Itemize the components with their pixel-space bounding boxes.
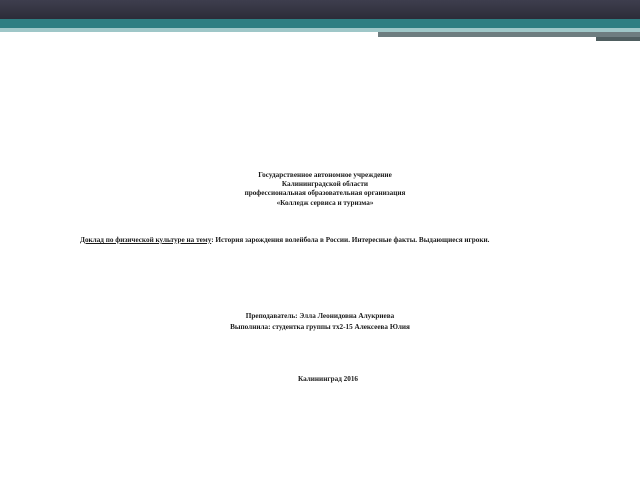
credits-block: [210, 311, 430, 333]
report-colon: :: [211, 236, 216, 244]
report-topic-text: История зарождения волейбола в России. Интересные факты. Выдающиеся игроки.: [215, 236, 490, 244]
header-bar-teal: [0, 19, 640, 28]
city-year: Калининград 2016: [297, 375, 359, 383]
report-prefix: Доклад по физической культуре на тему: [80, 236, 212, 244]
teacher-line: Преподаватель: Элла Леонидовна Алукриева: [245, 312, 395, 320]
header-bar-gray-accent: [596, 37, 640, 41]
institution-block: [210, 171, 440, 208]
institution-line-3: профессиональная образовательная организация: [244, 189, 406, 198]
student-line: Выполнила: студентка группы тх2-15 Алексеева Юлия: [230, 323, 410, 331]
institution-line-1: Государственное автономное учреждение: [258, 171, 392, 179]
institution-line-4: «Колледж сервиса и туризма»: [276, 198, 374, 207]
header-bar-dark: [0, 0, 640, 19]
institution-line-2: Калининградской области: [281, 180, 369, 189]
report-topic: [80, 236, 580, 245]
